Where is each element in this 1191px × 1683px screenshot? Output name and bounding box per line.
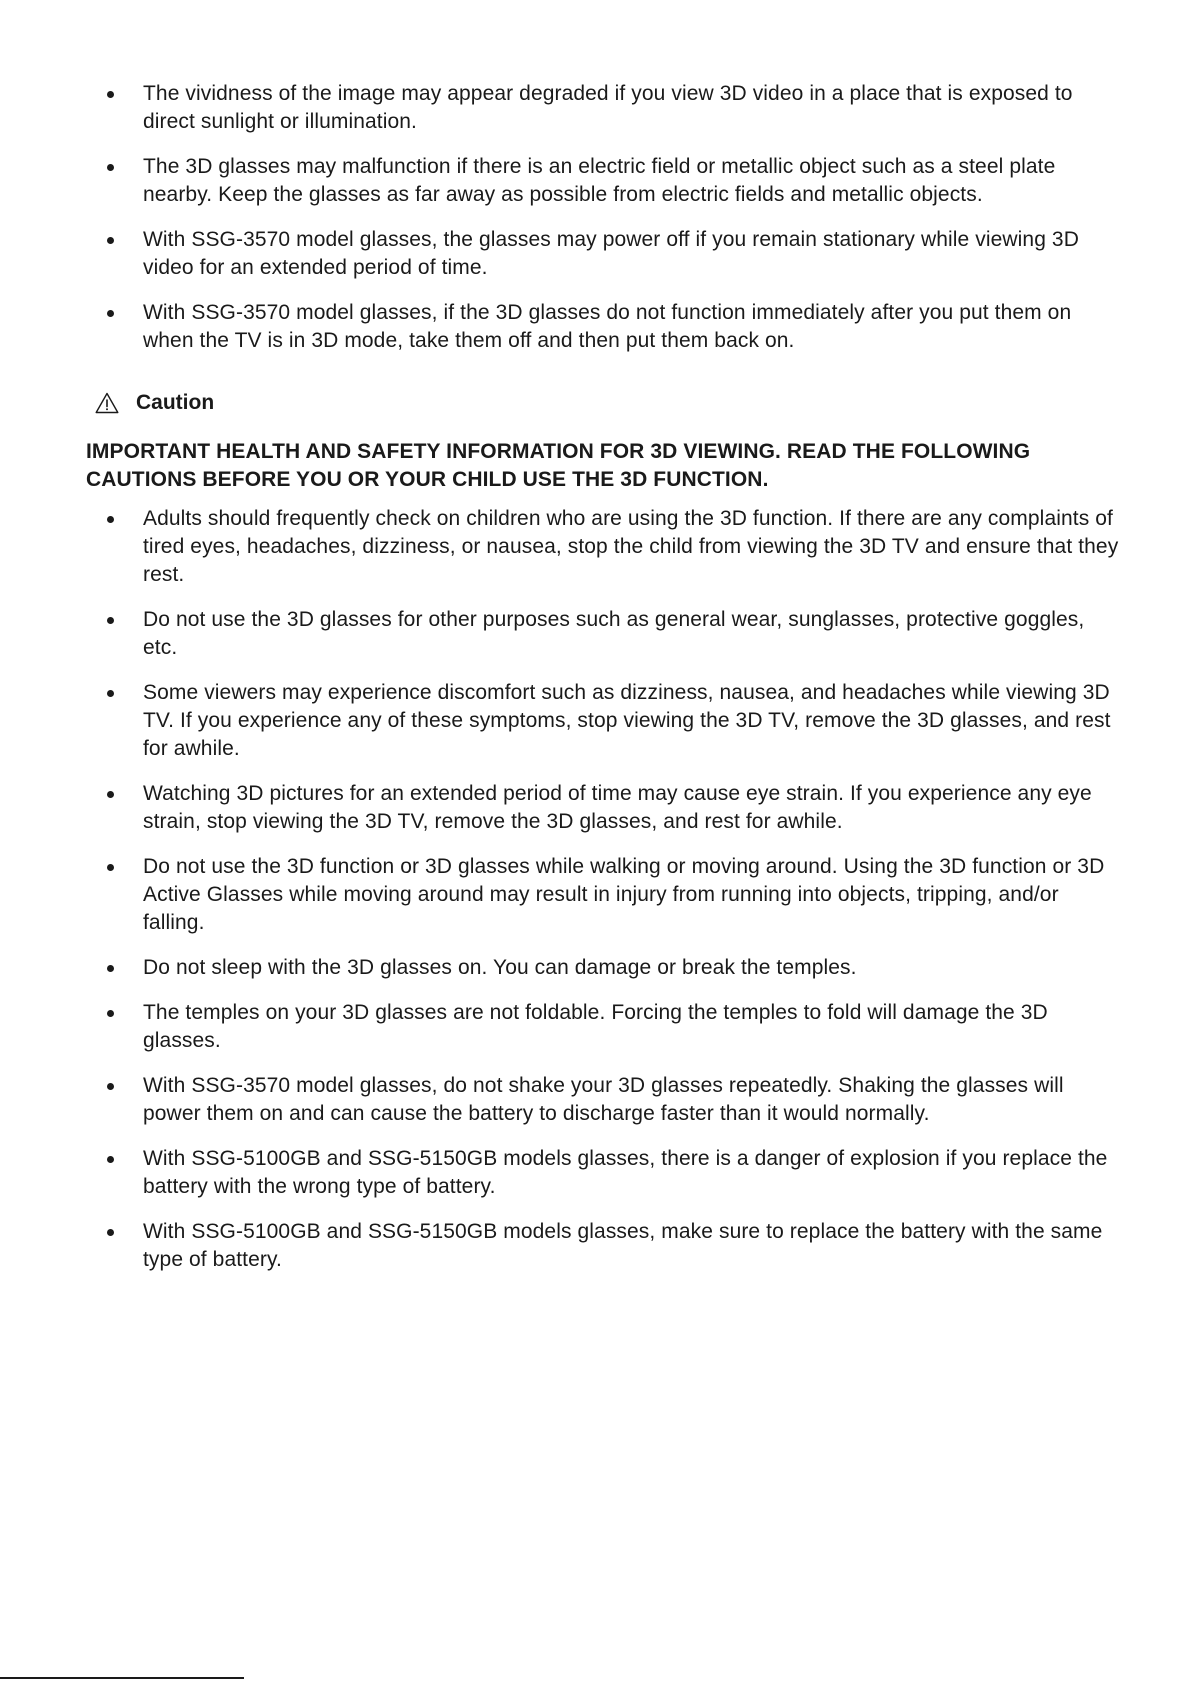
- bullet-icon: [107, 690, 114, 697]
- caution-list: [101, 505, 1121, 1291]
- bullet-icon: [107, 1229, 114, 1236]
- list-item: [101, 153, 1121, 209]
- list-item-text: Do not use the 3D glasses for other purposes such as general wear, sunglasses, protective goggles, etc.: [143, 608, 1085, 659]
- list-item: [101, 853, 1121, 937]
- list-item: [101, 954, 1121, 982]
- list-item: [101, 80, 1121, 136]
- bullet-icon: [107, 864, 114, 871]
- list-item: [101, 226, 1121, 282]
- list-item-text: Some viewers may experience discomfort such as dizziness, nausea, and headaches while viewing 3D TV. If you experience any of these symptoms, stop viewing the 3D TV, remove the 3D glasses, and rest for awhile.: [143, 681, 1111, 760]
- list-item: [101, 505, 1121, 589]
- top-notes-list: [101, 80, 1121, 372]
- list-item-text: Adults should frequently check on children who are using the 3D function. If there are any complaints of tired eyes, headaches, dizziness, or nausea, stop the child from viewing the 3D TV and ensure that they rest.: [143, 507, 1119, 586]
- bullet-icon: [107, 164, 114, 171]
- list-item-text: With SSG-3570 model glasses, the glasses may power off if you remain stationary while viewing 3D video for an extended period of time.: [143, 228, 1079, 279]
- list-item: [101, 299, 1121, 355]
- caution-label: Caution: [136, 391, 215, 414]
- list-item-text: The 3D glasses may malfunction if there is an electric field or metallic object such as a steel plate nearby. Keep the glasses as far away as possible from electric fields and metallic objects.: [143, 155, 1056, 206]
- list-item-text: The vividness of the image may appear degraded if you view 3D video in a place that is exposed to direct sunlight or illumination.: [143, 82, 1073, 133]
- bullet-icon: [107, 1010, 114, 1017]
- warning-triangle-icon: [95, 392, 119, 414]
- list-item-text: With SSG-3570 model glasses, if the 3D glasses do not function immediately after you put them on when the TV is in 3D mode, take them off and then put them back on.: [143, 301, 1072, 352]
- bullet-icon: [107, 791, 114, 798]
- caution-header: [95, 388, 214, 418]
- list-item: [101, 1218, 1121, 1274]
- list-item: [101, 780, 1121, 836]
- bullet-icon: [107, 965, 114, 972]
- list-item-text: Do not use the 3D function or 3D glasses while walking or moving around. Using the 3D function or 3D Active Glasses while moving around may result in injury from running into objects, tripping, and/or falling.: [143, 855, 1105, 934]
- list-item-text: Watching 3D pictures for an extended period of time may cause eye strain. If you experience any eye strain, stop viewing the 3D TV, remove the 3D glasses, and rest for awhile.: [143, 782, 1092, 833]
- list-item: [101, 1145, 1121, 1201]
- footer-divider: [0, 1677, 244, 1679]
- list-item: [101, 1072, 1121, 1128]
- list-item: [101, 999, 1121, 1055]
- list-item-text: Do not sleep with the 3D glasses on. You can damage or break the temples.: [143, 956, 857, 979]
- health-safety-heading: IMPORTANT HEALTH AND SAFETY INFORMATION FOR 3D VIEWING. READ THE FOLLOWING CAUTIONS BEFORE YOU OR YOUR CHILD USE THE 3D FUNCTION.: [86, 440, 1031, 491]
- bullet-icon: [107, 516, 114, 523]
- list-item-text: With SSG-5100GB and SSG-5150GB models glasses, there is a danger of explosion if you replace the battery with the wrong type of battery.: [143, 1147, 1108, 1198]
- list-item-text: The temples on your 3D glasses are not foldable. Forcing the temples to fold will damage the 3D glasses.: [143, 1001, 1048, 1052]
- bullet-icon: [107, 310, 114, 317]
- bullet-icon: [107, 237, 114, 244]
- bullet-icon: [107, 1156, 114, 1163]
- list-item: [101, 679, 1121, 763]
- bullet-icon: [107, 1083, 114, 1090]
- list-item-text: With SSG-3570 model glasses, do not shake your 3D glasses repeatedly. Shaking the glasses will power them on and can cause the battery to discharge faster than it would normally.: [143, 1074, 1064, 1125]
- list-item: [101, 606, 1121, 662]
- list-item-text: With SSG-5100GB and SSG-5150GB models glasses, make sure to replace the battery with the same type of battery.: [143, 1220, 1103, 1271]
- bullet-icon: [107, 617, 114, 624]
- bullet-icon: [107, 91, 114, 98]
